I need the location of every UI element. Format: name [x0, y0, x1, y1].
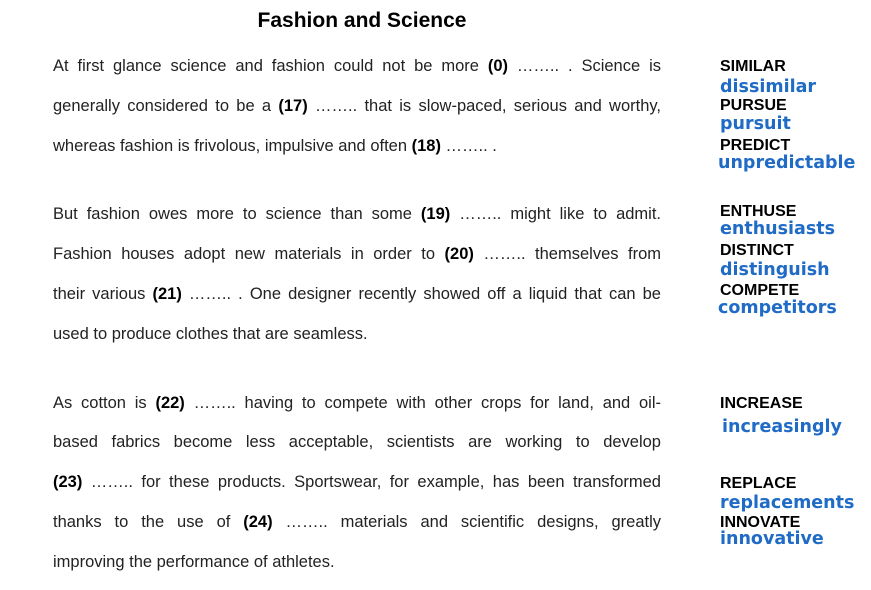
text-line: based fabrics become less acceptable, scientists are working to develop: [53, 433, 661, 451]
gap-number: (17): [278, 97, 308, 115]
answer-word: increasingly: [722, 417, 842, 437]
text-line: As cotton is (22) …….. having to compete with other crops for land, and oil-: [53, 394, 661, 412]
word-stem: ENTHUSE: [720, 203, 797, 220]
answer-word: pursuit: [720, 114, 791, 134]
word-stem: PURSUE: [720, 97, 787, 114]
text-line: generally considered to be a (17) …….. that is slow-paced, serious and worthy,: [53, 97, 662, 115]
answer-word: replacements: [720, 493, 855, 513]
answer-word: dissimilar: [720, 77, 817, 97]
text-line: their various (21) …….. . One designer recently showed off a liquid that can be: [53, 285, 661, 303]
text-line: whereas fashion is frivolous, impulsive and often (18) …….. .: [53, 137, 497, 155]
text-line: At first glance science and fashion could not be more (0) …….. . Science is: [53, 57, 661, 75]
gap-number: (22): [155, 394, 185, 412]
word-stem: INNOVATE: [720, 514, 801, 531]
answer-word: competitors: [718, 298, 837, 318]
word-stem: INCREASE: [720, 395, 803, 412]
gap-number: (20): [444, 245, 474, 263]
text-line: improving the performance of athletes.: [53, 553, 335, 571]
gap-number: (24): [243, 513, 273, 531]
text-line: Fashion houses adopt new materials in order to (20) …….. themselves from: [53, 245, 661, 263]
page-title: Fashion and Science: [257, 9, 467, 32]
gap-number: (18): [411, 137, 441, 155]
gap-number: (19): [420, 205, 451, 223]
answer-word: unpredictable: [718, 153, 856, 173]
text-line: But fashion owes more to science than some (19) …….. might like to admit.: [53, 205, 661, 223]
text-line: used to produce clothes that are seamless.: [53, 325, 368, 343]
answer-word: enthusiasts: [720, 219, 836, 239]
word-stem: COMPETE: [720, 282, 800, 299]
word-stem: SIMILAR: [720, 58, 786, 75]
word-stem: PREDICT: [720, 137, 791, 154]
text-line: thanks to the use of (24) …….. materials and scientific designs, greatly: [53, 513, 661, 531]
gap-number: (21): [152, 285, 182, 303]
answer-word: distinguish: [720, 260, 830, 280]
gap-number: (23): [53, 473, 83, 491]
text-line: (23) …….. for these products. Sportswear, for example, has been transformed: [53, 473, 661, 491]
gap-number: (0): [487, 57, 508, 75]
answer-word: innovative: [720, 529, 824, 549]
word-stem: REPLACE: [720, 475, 797, 492]
word-stem: DISTINCT: [720, 242, 794, 259]
